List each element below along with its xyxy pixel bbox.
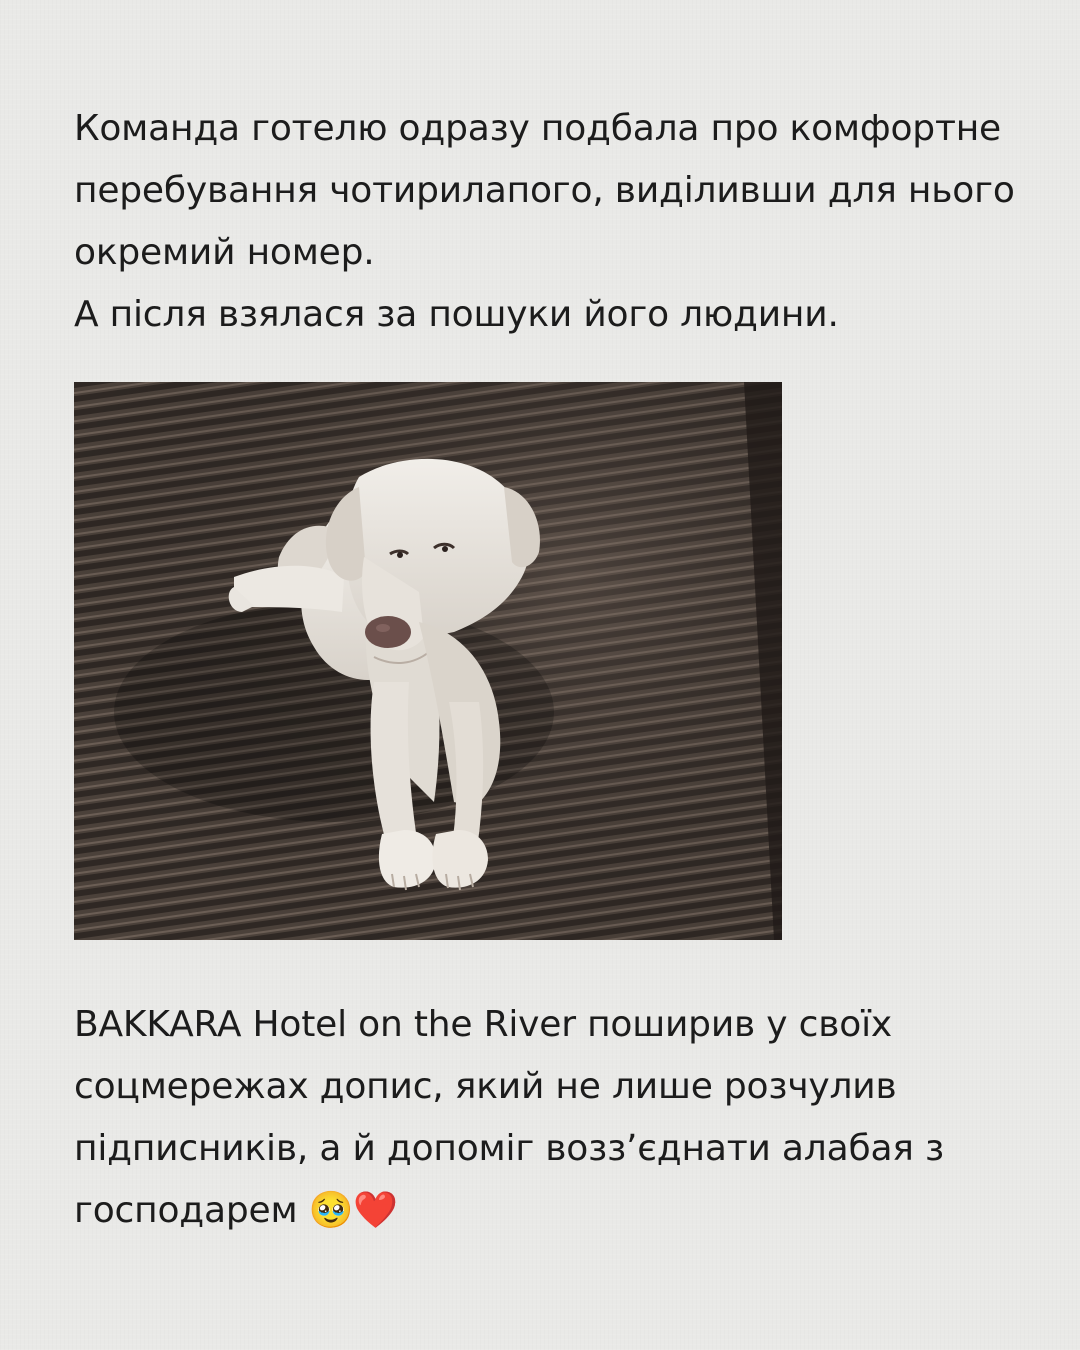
closing-paragraph: BAKKARA Hotel on the River поширив у своїх соцмережах допис, який не лише розчулив підписників, а й допоміг возз’єднати алабая з господарем (74, 1004, 944, 1231)
intro-text (74, 98, 1024, 346)
closing-text (74, 994, 1024, 1242)
intro-paragraph-1: Команда готелю одразу подбала про комфортне перебування чотирилапого, виділивши для нього окремий номер. (74, 108, 1015, 273)
intro-paragraph-2: А після взялася за пошуки його людини. (74, 294, 839, 335)
dog-photo (74, 382, 782, 940)
pleading-heart-emoji: 🥹❤️ (308, 1190, 398, 1231)
dog-photo-illustration (74, 382, 782, 940)
